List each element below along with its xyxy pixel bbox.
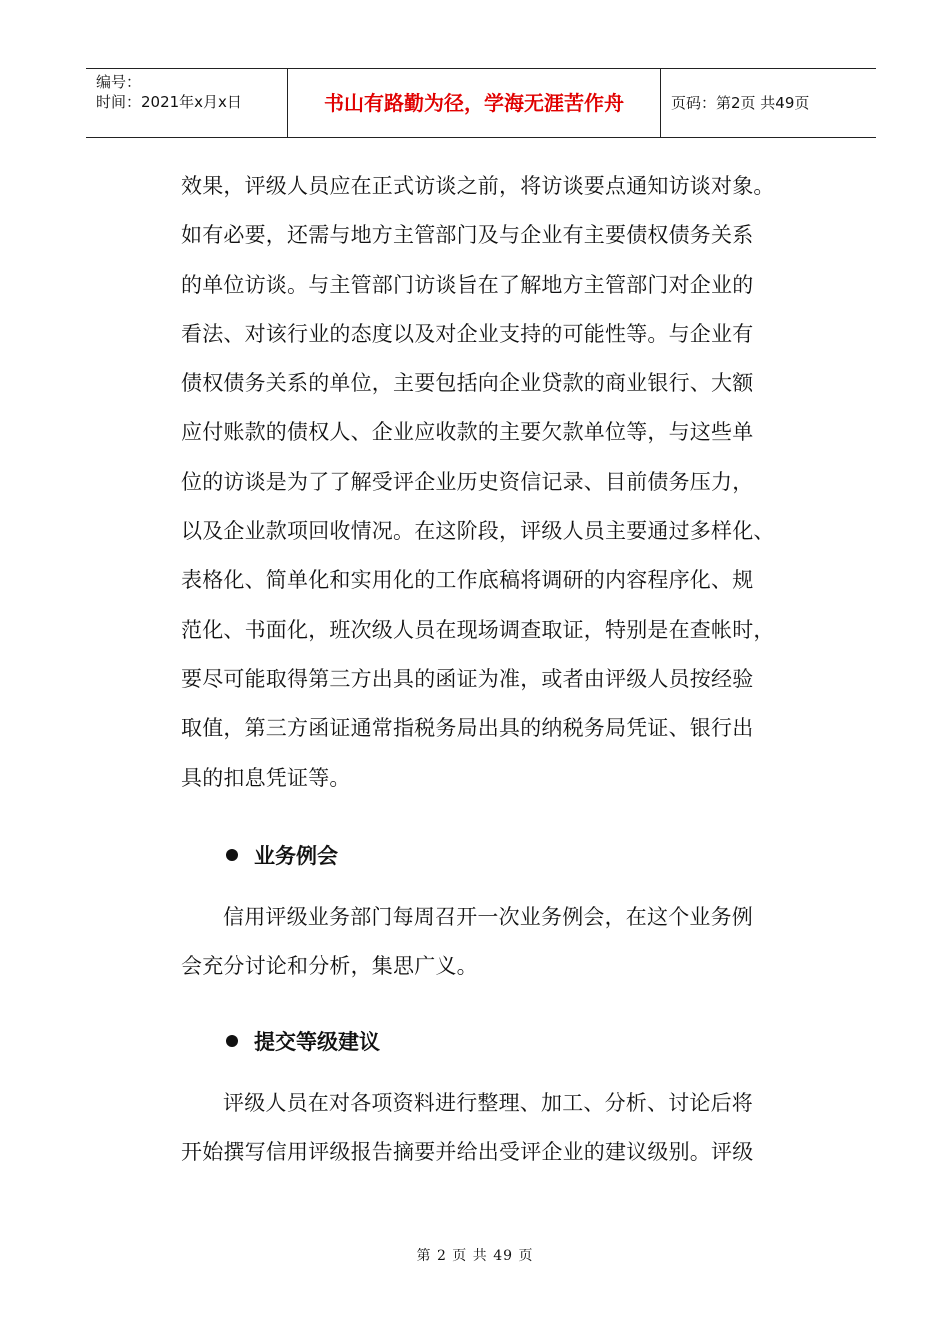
- text-line: 债权债务关系的单位，主要包括向企业贷款的商业银行、大额: [181, 371, 754, 396]
- section-heading-text: 提交等级建议: [254, 1029, 380, 1054]
- text-line: 开始撰写信用评级报告摘要并给出受评企业的建议级别。评级: [181, 1140, 754, 1165]
- document-time-label: 时间：2021年x月x日: [96, 93, 242, 111]
- document-number-label: 编号：: [96, 73, 142, 91]
- text-line: 看法、对该行业的态度以及对企业支持的可能性等。与企业有: [181, 321, 754, 346]
- header-page-number: 页码：第2页 共49页: [671, 94, 810, 112]
- text-line: 具的扣息凭证等。: [181, 765, 351, 790]
- section-heading-text: 业务例会: [254, 843, 338, 868]
- header-motto-cell: [288, 69, 661, 137]
- text-line: 要尽可能取得第三方出具的函证为准，或者由评级人员按经验: [181, 666, 754, 691]
- text-line: 以及企业款项回收情况。在这阶段，评级人员主要通过多样化、: [181, 519, 775, 544]
- text-line: 如有必要，还需与地方主管部门及与企业有主要债权债务关系: [181, 223, 754, 248]
- page-header: [86, 68, 876, 138]
- text-line: 取值，第三方函证通常指税务局出具的纳税务局凭证、银行出: [181, 716, 754, 741]
- text-line: 的单位访谈。与主管部门访谈旨在了解地方主管部门对企业的: [181, 272, 754, 297]
- text-line: 信用评级业务部门每周召开一次业务例会，在这个业务例: [223, 905, 753, 929]
- section-paragraph: [181, 1079, 791, 1178]
- text-line: 会充分讨论和分析，集思广义。: [181, 954, 478, 979]
- header-meta-cell: [86, 69, 288, 137]
- text-line: 评级人员在对各项资料进行整理、加工、分析、讨论后将: [223, 1091, 753, 1115]
- section-paragraph: [181, 893, 791, 992]
- header-page-cell: [661, 69, 876, 137]
- section-heading: [226, 840, 338, 870]
- header-motto: 书山有路勤为径，学海无涯苦作舟: [324, 91, 624, 115]
- text-line: 效果，评级人员应在正式访谈之前，将访谈要点通知访谈对象。: [181, 174, 775, 198]
- text-line: 应付账款的债权人、企业应收款的主要欠款单位等，与这些单: [181, 420, 754, 445]
- bullet-icon: [226, 1035, 238, 1047]
- section-heading: [226, 1026, 380, 1056]
- text-line: 表格化、简单化和实用化的工作底稿将调研的内容程序化、规: [181, 568, 754, 593]
- text-line: 范化、书面化，班次级人员在现场调查取证，特别是在查帐时，: [181, 617, 775, 642]
- bullet-icon: [226, 849, 238, 861]
- text-line: 位的访谈是为了了解受评企业历史资信记录、目前债务压力，: [181, 469, 754, 494]
- page-footer: 第 2 页 共 49 页: [416, 1248, 534, 1264]
- body-paragraph: [181, 162, 791, 803]
